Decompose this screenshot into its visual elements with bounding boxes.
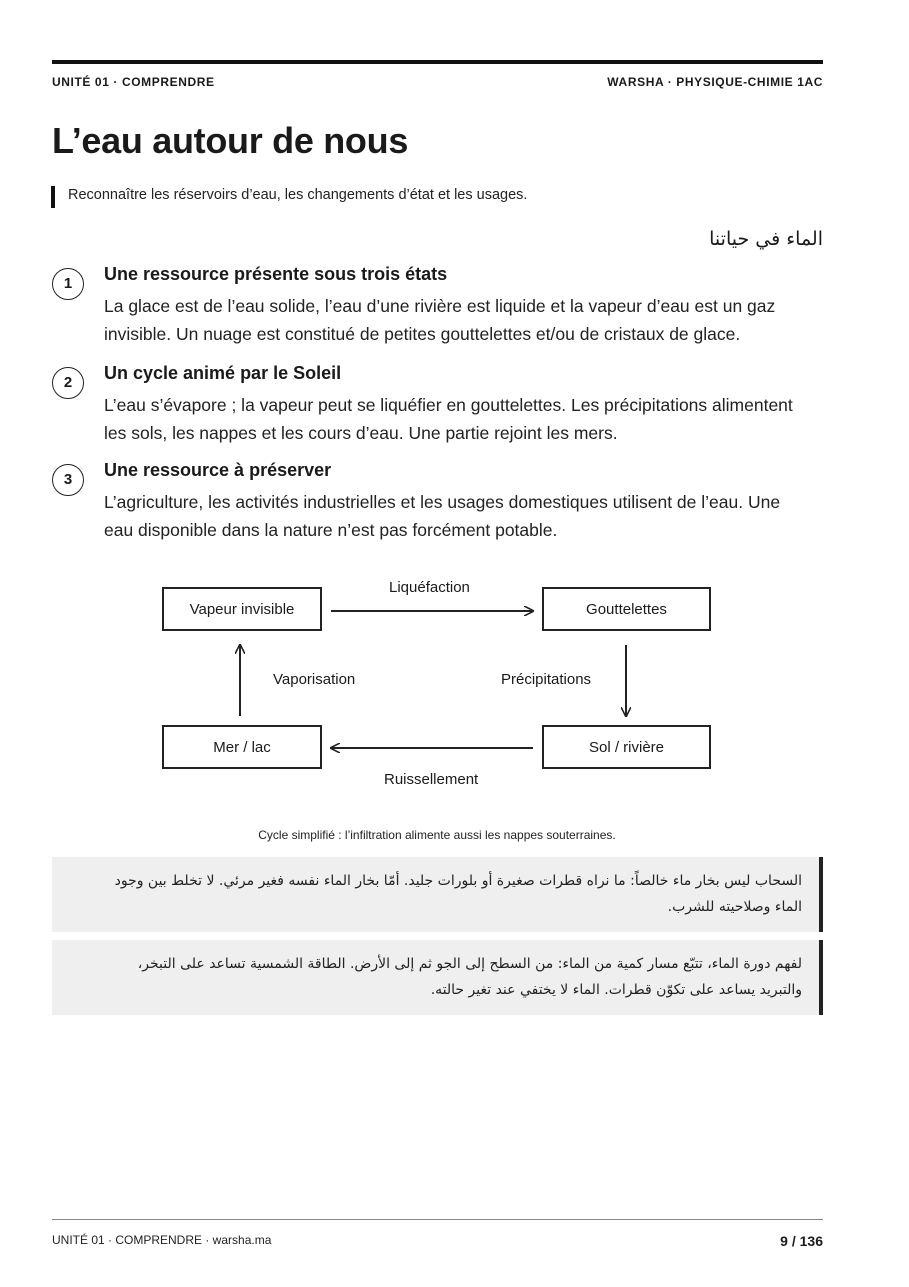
node-mer: Mer / lac [162,725,322,769]
footer-left: UNITÉ 01 · COMPRENDRE · warsha.ma [52,1233,272,1247]
label-ruissellement: Ruissellement [384,771,479,788]
header-book: WARSHA · PHYSIQUE-CHIMIE 1AC [607,75,823,89]
header-unit: UNITÉ 01 · COMPRENDRE [52,75,215,89]
label-precipitations: Précipitations [501,671,592,688]
item-title: Une ressource présente sous trois états [104,264,448,284]
page-title: L’eau autour de nous [52,120,409,161]
arabic-heading: الماء في حياتنا [709,228,823,250]
note-text: السحاب ليس بخار ماء خالصاً: ما نراه قطرات صغيرة أو بلورات جليد. أمّا بخار الماء نفسه فغير مرئي. لا تخلط بين وجود الماء وصلاحيته للشرب. [114,873,802,915]
note-box-1 [52,857,823,932]
item-number: 3 [52,464,84,496]
item-body: La glace est de l’eau solide, l’eau d’une rivière est liquide et la vapeur d’eau est un gaz invisible. Un nuage est constitué de petites gouttelettes et/ou de cristaux de glace. [104,296,776,344]
node-sol: Sol / rivière [542,725,711,769]
label-vaporisation: Vaporisation [273,671,356,688]
item-title: Un cycle animé par le Soleil [104,363,342,383]
page-number: 9 / 136 [780,1233,823,1249]
note-text: لفهم دورة الماء، تتبّع مسار كمية من الماء: من السطح إلى الجو ثم إلى الأرض. الطاقة الشمسية تساعد على التبخر، والتبريد يساعد على تكوّن قطرات. الماء لا يختفي عند تغير حالته. [137,956,802,998]
item-body: L’agriculture, les activités industrielles et les usages domestiques utilisent de l’eau. Une eau disponible dans la nature n’est pas forcément potable. [104,492,781,540]
page-subtitle: Reconnaître les réservoirs d’eau, les changements d’état et les usages. [68,187,528,203]
item-title: Une ressource à préserver [104,460,332,480]
node-vapeur: Vapeur invisible [162,587,322,631]
node-gouttelettes: Gouttelettes [542,587,711,631]
note-box-2 [52,940,823,1015]
bottom-rule [52,1219,823,1220]
label-liquefaction: Liquéfaction [389,579,470,596]
item-number: 2 [52,367,84,399]
diagram-caption: Cycle simplifié : l’infiltration alimente aussi les nappes souterraines. [258,828,616,842]
item-number: 1 [52,268,84,300]
item-body: L’eau s’évapore ; la vapeur peut se liquéfier en gouttelettes. Les précipitations alimentent les sols, les nappes et les cours d’eau. Une partie rejoint les mers. [104,395,793,443]
